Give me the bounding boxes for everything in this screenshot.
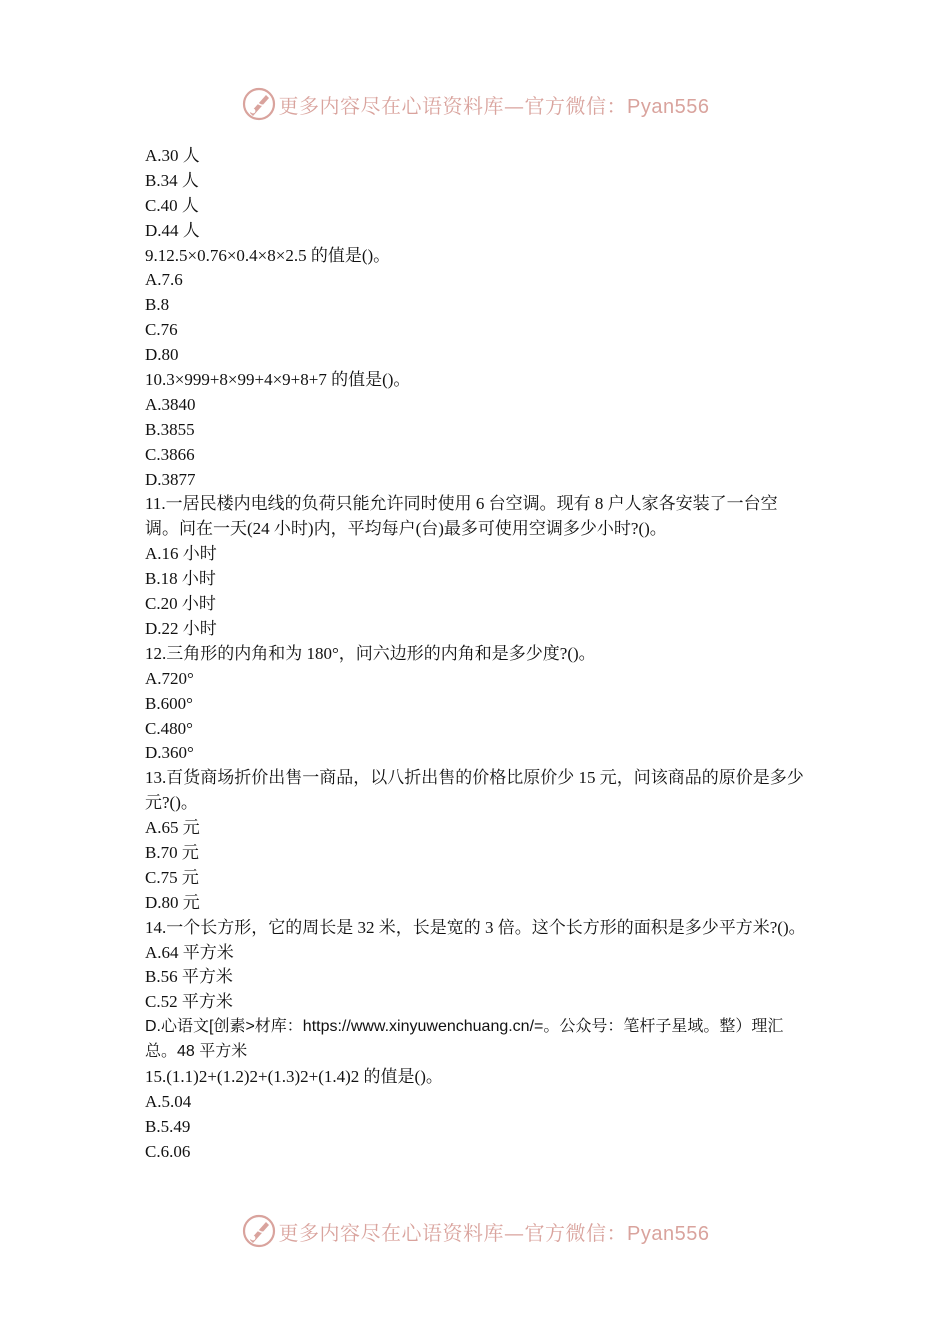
option-line: A.30 人 <box>145 146 200 165</box>
question-15: 15.(1.1)2+(1.2)2+(1.3)2+(1.4)2 的值是()。 <box>145 1067 443 1087</box>
option-line: A.5.04 <box>145 1091 192 1111</box>
option-line: D.3877 <box>145 469 196 489</box>
footer-wechat-id: Pyan556 <box>627 1222 710 1245</box>
option-line: C.40 人 <box>145 195 199 215</box>
option-line: C.6.06 <box>145 1141 191 1161</box>
option-line: A.64 平方米 <box>145 942 234 962</box>
footer-watermark-text: 更多内容尽在心语资料库—官方微信：Pyan556 <box>278 1220 710 1245</box>
option-line: C.480° <box>145 718 193 738</box>
option-line: C.52 平方米 <box>145 992 233 1012</box>
question-10: 10.3×999+8×99+4×9+8+7 的值是()。 <box>145 370 411 390</box>
option-line: B.600° <box>145 693 193 713</box>
question-13: 13.百货商场折价出售一商品，以八折出售的价格比原价少 15 元，问该商品的原价是多少元?()。 <box>145 768 804 813</box>
option-line: C.3866 <box>145 444 195 464</box>
option-line: D.22 小时 <box>145 618 217 638</box>
pen-logo-icon <box>241 86 277 122</box>
option-line: B.18 小时 <box>145 569 216 589</box>
question-14: 14.一个长方形，它的周长是 32 米，长是宽的 3 倍。这个长方形的面积是多少平方米?()。 <box>145 917 806 937</box>
header-watermark-text: 更多内容尽在心语资料库—官方微信：Pyan556 <box>278 93 710 118</box>
option-line: B.70 元 <box>145 843 199 862</box>
option-line: B.5.49 <box>145 1116 191 1136</box>
option-line: D.80 <box>145 345 179 365</box>
option-line: C.76 <box>145 320 178 340</box>
option-line: A.65 元 <box>145 818 200 838</box>
footer-watermark <box>0 1211 950 1251</box>
header-watermark <box>0 84 950 124</box>
question-9: 9.12.5×0.76×0.4×8×2.5 的值是()。 <box>145 245 391 265</box>
option-line: B.56 平方米 <box>145 967 233 987</box>
option-line: D.80 元 <box>145 892 200 912</box>
option-line: A.16 小时 <box>145 544 217 564</box>
question-12: 12.三角形的内角和为 180°，问六边形的内角和是多少度?()。 <box>145 643 596 663</box>
option-line: A.3840 <box>145 394 196 414</box>
option-line: A.720° <box>145 668 194 688</box>
option-line: B.34 人 <box>145 170 199 190</box>
option-line: B.8 <box>145 295 170 315</box>
option-line: A.7.6 <box>145 270 183 290</box>
option-line: C.20 小时 <box>145 594 216 614</box>
question-11: 11.一居民楼内电线的负荷只能允许同时使用 6 台空调。现有 8 户人家各安装了一台空调。问在一天(24 小时)内，平均每户(台)最多可使用空调多少小时?()。 <box>145 494 778 539</box>
option-line: D.360° <box>145 743 194 763</box>
option-line-with-source-note: D.心语文[创素>材库：https://www.xinyuwenchuang.cn/=。公众号：笔杆子星域。整）理汇总。48 平方米 <box>145 1018 784 1061</box>
option-line: C.75 元 <box>145 867 199 887</box>
document-body <box>145 144 810 1165</box>
pen-logo-icon <box>241 1213 277 1249</box>
option-line: B.3855 <box>145 419 195 439</box>
header-wechat-id: Pyan556 <box>627 95 710 118</box>
option-line: D.44 人 <box>145 220 200 240</box>
